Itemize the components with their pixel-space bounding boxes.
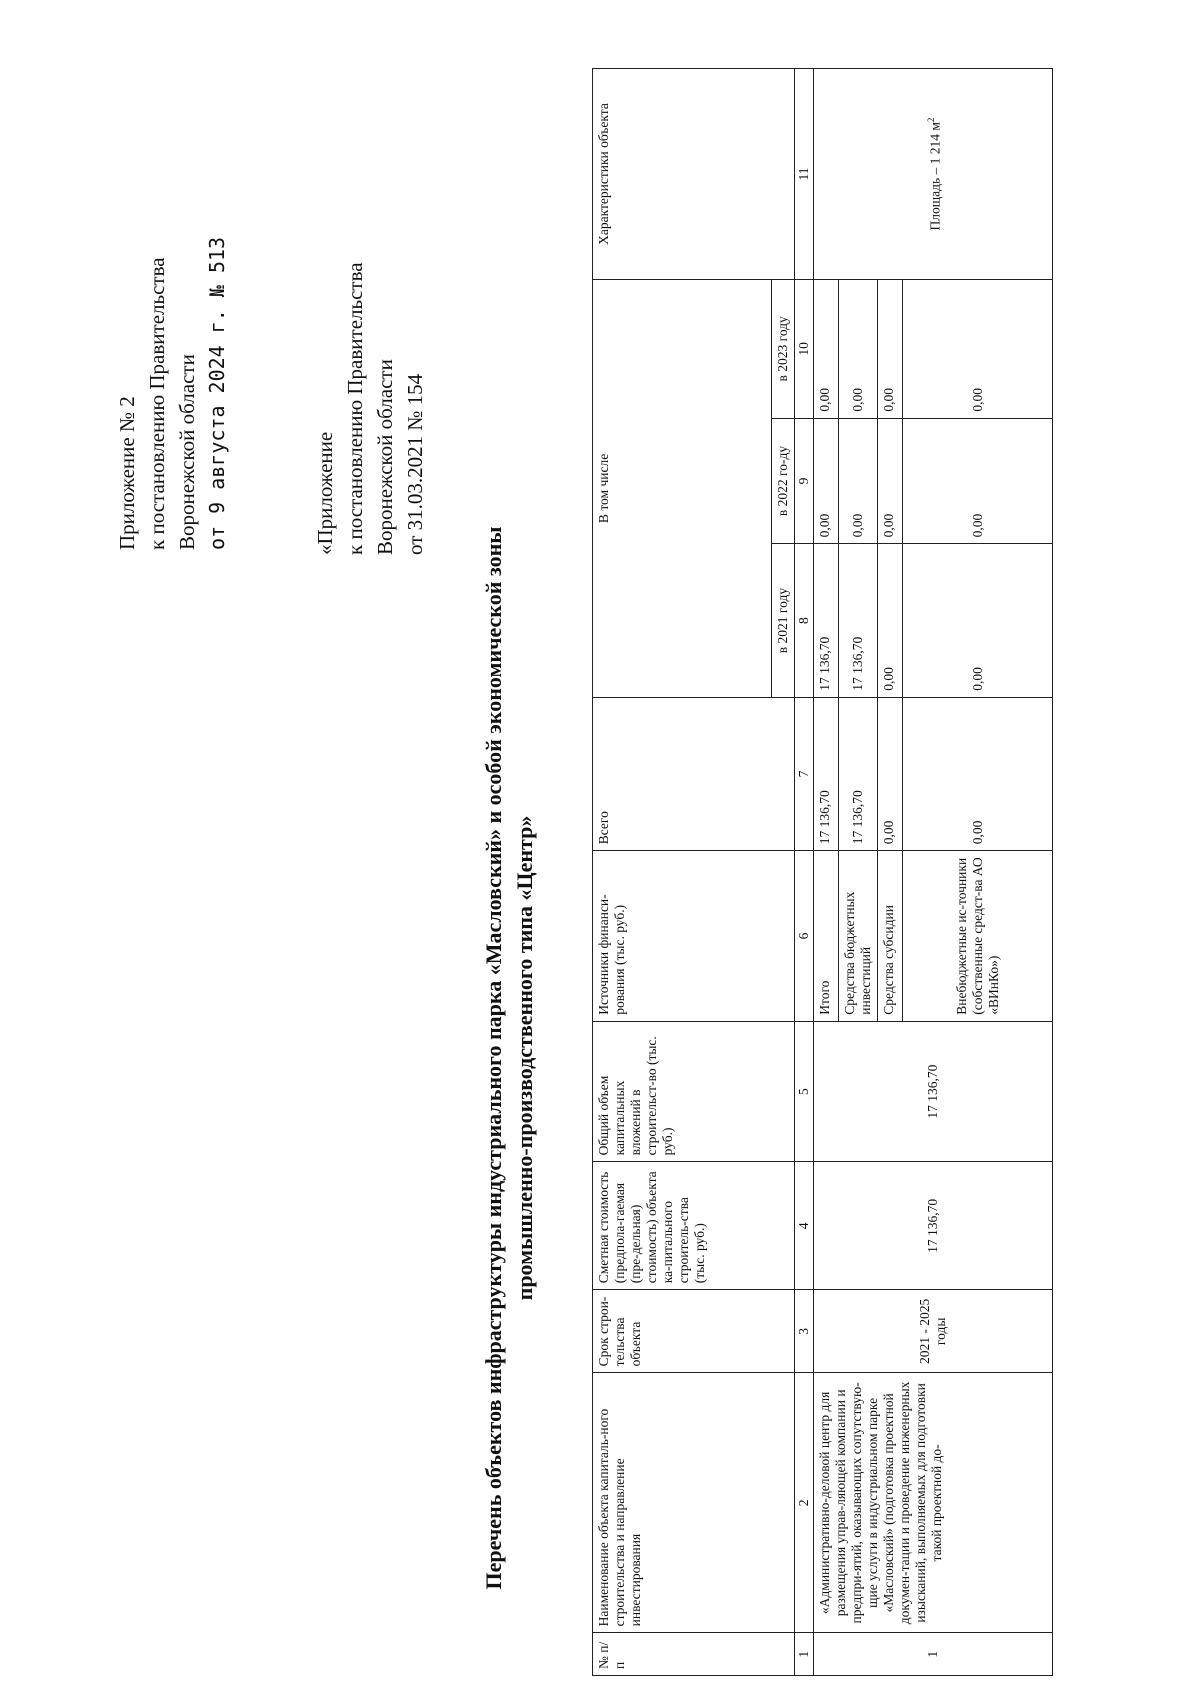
area-unit-superscript: 2 (925, 117, 936, 123)
header-total: Всего (593, 697, 795, 850)
funding-2023: 0,00 (839, 280, 878, 419)
title-line-1: Перечень объектов инфраструктуры индустриального парка «Масловский» и особой экономической зоны (481, 526, 506, 1590)
header-2021: в 2021 году (772, 544, 795, 697)
funding-2023: 0,00 (814, 280, 839, 419)
infrastructure-table (592, 68, 1053, 1676)
header-num: № п/п (593, 1633, 795, 1676)
funding-source: Итого (814, 851, 839, 1022)
appendix-line-1: Приложение № 2 (115, 396, 139, 550)
funding-source: Средства субсидии (878, 851, 903, 1022)
funding-2021: 0,00 (903, 544, 1053, 697)
header-sources: Источники финанси-рования (тыс. руб.) (593, 851, 795, 1022)
col-num: 8 (795, 544, 814, 697)
header-2022: в 2022 го-ду (772, 418, 795, 544)
col-num: 10 (795, 280, 814, 419)
original-appendix-header (310, 95, 430, 555)
estimated-cost: 17 136,70 (814, 1162, 1053, 1290)
funding-2022: 0,00 (814, 418, 839, 544)
funding-2022: 0,00 (903, 418, 1053, 544)
col-num: 4 (795, 1162, 814, 1290)
funding-total: 0,00 (878, 697, 903, 850)
appendix-line-2: к постановлению Правительства (145, 257, 169, 550)
col-num: 1 (795, 1633, 814, 1676)
header-capital: Общий объем капитальных вложений в строительст-во (тыс. руб.) (593, 1021, 795, 1162)
column-numbers-row (795, 69, 814, 1676)
appendix-line-3: Воронежской области (175, 354, 199, 550)
appendix-header (112, 110, 232, 550)
col-num: 9 (795, 418, 814, 544)
row-number: 1 (814, 1633, 1053, 1676)
original-line-2: к постановлению Правительства (343, 262, 367, 555)
funding-row-total (814, 69, 839, 1676)
object-name: «Административно-деловой центр для размещения управ-ляющей компании и предпри-ятий, оказывающих сопутствую-щие услуги в индустриальном парке «Масловский» (подготовка проектной докумен-тации и проведение инженерных изысканий, выполняемых для подготовки такой проектной до- (814, 1373, 1053, 1633)
header-2023: в 2023 году (772, 280, 795, 419)
col-num: 7 (795, 697, 814, 850)
header-characteristics: Характеристики объекта (593, 69, 795, 280)
funding-2023: 0,00 (878, 280, 903, 419)
funding-2021: 17 136,70 (814, 544, 839, 697)
header-name: Наименование объекта капиталь-ного строительства и направление инвестирования (593, 1373, 795, 1633)
funding-2023: 0,00 (903, 280, 1053, 419)
funding-total: 17 136,70 (814, 697, 839, 850)
characteristics-text: Площадь – 1 214 м (927, 122, 943, 231)
header-including: В том числе (593, 280, 772, 698)
funding-source: Средства бюджетных инвестиций (839, 851, 878, 1022)
funding-2022: 0,00 (878, 418, 903, 544)
title-line-2: промышленно-производственного типа «Центр» (512, 815, 537, 1301)
original-line-1: «Приложение (313, 431, 337, 555)
object-characteristics (814, 69, 1053, 280)
table-header-row (593, 69, 772, 1676)
funding-total: 17 136,70 (839, 697, 878, 850)
funding-source: Внебюджетные ис-точники (собственные средст-ва АО «ВИнКо») (903, 851, 1053, 1022)
document-title (478, 468, 540, 1648)
funding-2022: 0,00 (839, 418, 878, 544)
funding-2021: 17 136,70 (839, 544, 878, 697)
col-num: 3 (795, 1290, 814, 1373)
funding-total: 0,00 (903, 697, 1053, 850)
original-line-4: от 31.03.2021 № 154 (403, 373, 427, 555)
header-term: Срок строи-тельства объекта (593, 1290, 795, 1373)
col-num: 5 (795, 1021, 814, 1162)
col-num: 11 (795, 69, 814, 280)
col-num: 6 (795, 851, 814, 1022)
original-line-3: Воронежской области (373, 359, 397, 555)
funding-2021: 0,00 (878, 544, 903, 697)
construction-term: 2021 - 2025 годы (814, 1290, 1053, 1373)
capital-investment: 17 136,70 (814, 1021, 1053, 1162)
appendix-date-stamp: от 9 августа 2024 г. № 513 (205, 236, 229, 550)
col-num: 2 (795, 1373, 814, 1633)
header-estimate: Сметная стоимость (предпола-гаемая (пре-дельная) стоимость) объекта ка-питального строитель-ства (тыс. руб.) (593, 1162, 795, 1290)
